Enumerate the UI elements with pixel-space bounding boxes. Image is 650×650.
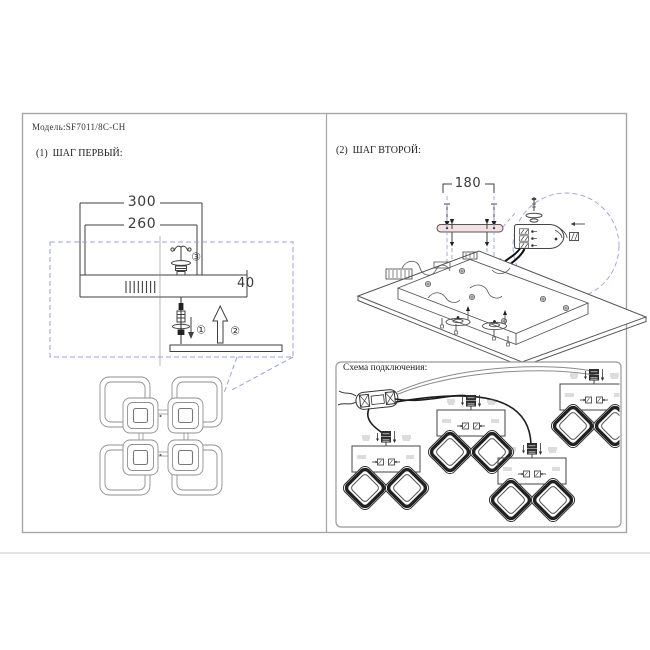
chandelier-top-view: [100, 377, 222, 495]
callout-2: ②: [230, 324, 240, 338]
left-arrow-icon: [571, 222, 576, 226]
terminal-block-detail: [492, 197, 585, 272]
dimension-300: 300: [127, 194, 157, 210]
mounting-rod: [173, 297, 190, 344]
step2-heading: (2) ШАГ ВТОРОЙ:: [336, 145, 421, 156]
up-arrow-icon: [213, 306, 228, 343]
page-edge-rule: [0, 552, 650, 554]
callout-1: ①: [196, 323, 206, 337]
vent-hatch: [126, 281, 155, 293]
ceiling-plate: [170, 345, 282, 352]
step1-dashed-zone: [50, 242, 293, 393]
wiring-diagram-title: Схема подключения:: [343, 363, 428, 373]
dimension-260: 260: [127, 216, 157, 232]
small-square-modules: [123, 398, 203, 475]
butterfly-screw: [171, 246, 191, 275]
callout-3: ③: [191, 250, 201, 264]
step2-panel-3d: [358, 251, 646, 367]
dimension-40: 40: [237, 276, 255, 291]
large-square-modules: [100, 377, 222, 495]
step1-heading: (1) ШАГ ПЕРВЫЙ:: [36, 148, 123, 159]
step2-mounting-drawing: [437, 184, 503, 247]
model-label: Модель:SF7011/8C-CH: [32, 122, 126, 132]
dimension-180: 180: [454, 176, 482, 191]
strap-bolts: [450, 219, 489, 247]
